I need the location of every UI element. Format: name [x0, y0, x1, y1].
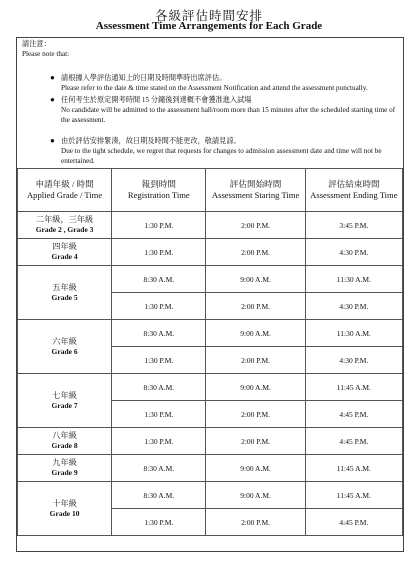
- end-time-cell: 11:30 A.M.: [305, 320, 402, 347]
- bullet-icon: ●: [50, 73, 55, 82]
- registration-time-cell: 8:30 A.M.: [112, 320, 206, 347]
- end-time-cell: 4:45 P.M.: [305, 509, 402, 536]
- title-english: Assessment Time Arrangements for Each Grade: [95, 20, 323, 32]
- registration-time-cell: 1:30 P.M.: [112, 509, 206, 536]
- start-time-cell: 9:00 A.M.: [206, 482, 305, 509]
- table-row: [18, 374, 403, 401]
- header-assessment-start: [206, 169, 305, 212]
- end-time-cell: 4:30 P.M.: [305, 347, 402, 374]
- end-time-cell: 11:45 A.M.: [305, 374, 402, 401]
- header-assessment-end: [305, 169, 402, 212]
- start-time-cell: 2:00 P.M.: [206, 212, 305, 239]
- start-time-cell: 2:00 P.M.: [206, 428, 305, 455]
- header-en: Assessment Ending Time: [310, 190, 398, 200]
- end-time-cell: 4:45 P.M.: [305, 428, 402, 455]
- table-row: [18, 455, 403, 482]
- grade-cell: [18, 239, 112, 266]
- bullet-icon: ●: [50, 95, 55, 104]
- grade-cell: [18, 482, 112, 536]
- note-item-1-en: Please refer to the date & time stated on the Assessment Notification and attend the assessment punctually.: [61, 84, 368, 92]
- content-frame: [16, 37, 404, 552]
- grade-cell: [18, 266, 112, 320]
- registration-time-cell: 8:30 A.M.: [112, 374, 206, 401]
- end-time-cell: 4:30 P.M.: [305, 239, 402, 266]
- note-item-1-zh: 請根據入學評估通知上的日期及時間準時出席評估。: [61, 74, 227, 82]
- grade-zh: 八年級: [52, 431, 77, 440]
- table-row: [18, 239, 403, 266]
- registration-time-cell: 1:30 P.M.: [112, 401, 206, 428]
- start-time-cell: 2:00 P.M.: [206, 293, 305, 320]
- start-time-cell: 2:00 P.M.: [206, 401, 305, 428]
- grade-zh: 七年級: [52, 390, 77, 400]
- grade-en: Grade 5: [51, 292, 78, 302]
- end-time-cell: 11:45 A.M.: [305, 482, 402, 509]
- table-row: [18, 428, 403, 455]
- grade-cell: [18, 374, 112, 428]
- header-zh: 申請年級 / 時間: [35, 179, 94, 189]
- table-row: [18, 266, 403, 293]
- start-time-cell: 9:00 A.M.: [206, 374, 305, 401]
- start-time-cell: 2:00 P.M.: [206, 509, 305, 536]
- end-time-cell: 11:30 A.M.: [305, 266, 402, 293]
- registration-time-cell: 8:30 A.M.: [112, 455, 206, 482]
- grade-zh: 五年級: [52, 282, 77, 292]
- start-time-cell: 9:00 A.M.: [206, 320, 305, 347]
- grade-cell: [18, 320, 112, 374]
- grade-zh: 二年級，三年級: [35, 215, 94, 224]
- table-row: [18, 320, 403, 347]
- notes-section: [17, 38, 403, 168]
- header-applied-grade: [18, 169, 112, 212]
- header-zh: 評估結束時間: [328, 179, 380, 189]
- notes-heading-en: Please note that:: [22, 50, 70, 58]
- header-en: Assessment Staring Time: [211, 190, 300, 200]
- header-en: Applied Grade / Time: [26, 190, 103, 200]
- start-time-cell: 2:00 P.M.: [206, 239, 305, 266]
- header-zh: 評估開始時間: [229, 179, 282, 189]
- registration-time-cell: 1:30 P.M.: [112, 347, 206, 374]
- end-time-cell: 4:45 P.M.: [305, 401, 402, 428]
- grade-en: Grade 4: [51, 252, 78, 261]
- registration-time-cell: 8:30 A.M.: [112, 482, 206, 509]
- grade-zh: 六年級: [52, 336, 77, 346]
- grade-cell: [18, 212, 112, 239]
- grade-en: Grade 8: [51, 441, 78, 450]
- note-item-2: [61, 95, 396, 125]
- registration-time-cell: 1:30 P.M.: [112, 212, 206, 239]
- note-item-2-en: No candidate will be admitted to the assessment hall/room more than 15 minutes after the scheduled starting time of the assessment.: [61, 106, 396, 124]
- end-time-cell: 11:45 A.M.: [305, 455, 402, 482]
- registration-time-cell: 1:30 P.M.: [112, 239, 206, 266]
- grade-zh: 十年級: [52, 498, 77, 508]
- bullet-icon: ●: [50, 136, 55, 145]
- grade-en: Grade 2 , Grade 3: [35, 225, 94, 234]
- start-time-cell: 2:00 P.M.: [206, 347, 305, 374]
- note-item-3-zh: 由於評估安排緊湊，故日期及時間不能更改，敬請見諒。: [61, 137, 241, 145]
- registration-time-cell: 8:30 A.M.: [112, 266, 206, 293]
- note-item-3: [61, 136, 396, 166]
- schedule-table: [17, 168, 403, 536]
- header-registration-time: [112, 169, 206, 212]
- note-item-2-zh: 任何考生於原定開考時間 15 分鐘後到達概不會獲准進入試場: [61, 96, 252, 104]
- end-time-cell: 4:30 P.M.: [305, 293, 402, 320]
- grade-zh: 四年級: [52, 242, 77, 251]
- registration-time-cell: 1:30 P.M.: [112, 428, 206, 455]
- table-row: [18, 212, 403, 239]
- grade-en: Grade 9: [51, 468, 78, 477]
- header-en: Registration Time: [127, 190, 190, 200]
- grade-zh: 九年級: [52, 458, 77, 467]
- note-item-1: [61, 73, 396, 93]
- header-zh: 報到時間: [141, 179, 176, 189]
- table-header-row: [18, 169, 403, 212]
- table-row: [18, 482, 403, 509]
- start-time-cell: 9:00 A.M.: [206, 455, 305, 482]
- grade-cell: [18, 428, 112, 455]
- grade-cell: [18, 455, 112, 482]
- grade-en: Grade 10: [49, 508, 80, 518]
- grade-en: Grade 7: [51, 400, 78, 410]
- end-time-cell: 3:45 P.M.: [305, 212, 402, 239]
- grade-en: Grade 6: [51, 346, 78, 356]
- note-item-3-en: Due to the tight schedule, we regret that requests for changes to admission assessment date and time will not be entertained.: [61, 147, 382, 165]
- registration-time-cell: 1:30 P.M.: [112, 293, 206, 320]
- title-chinese: 各級評估時間安排: [154, 8, 263, 23]
- notes-heading-zh: 請注意：: [22, 40, 51, 48]
- start-time-cell: 9:00 A.M.: [206, 266, 305, 293]
- table-body: [18, 212, 403, 536]
